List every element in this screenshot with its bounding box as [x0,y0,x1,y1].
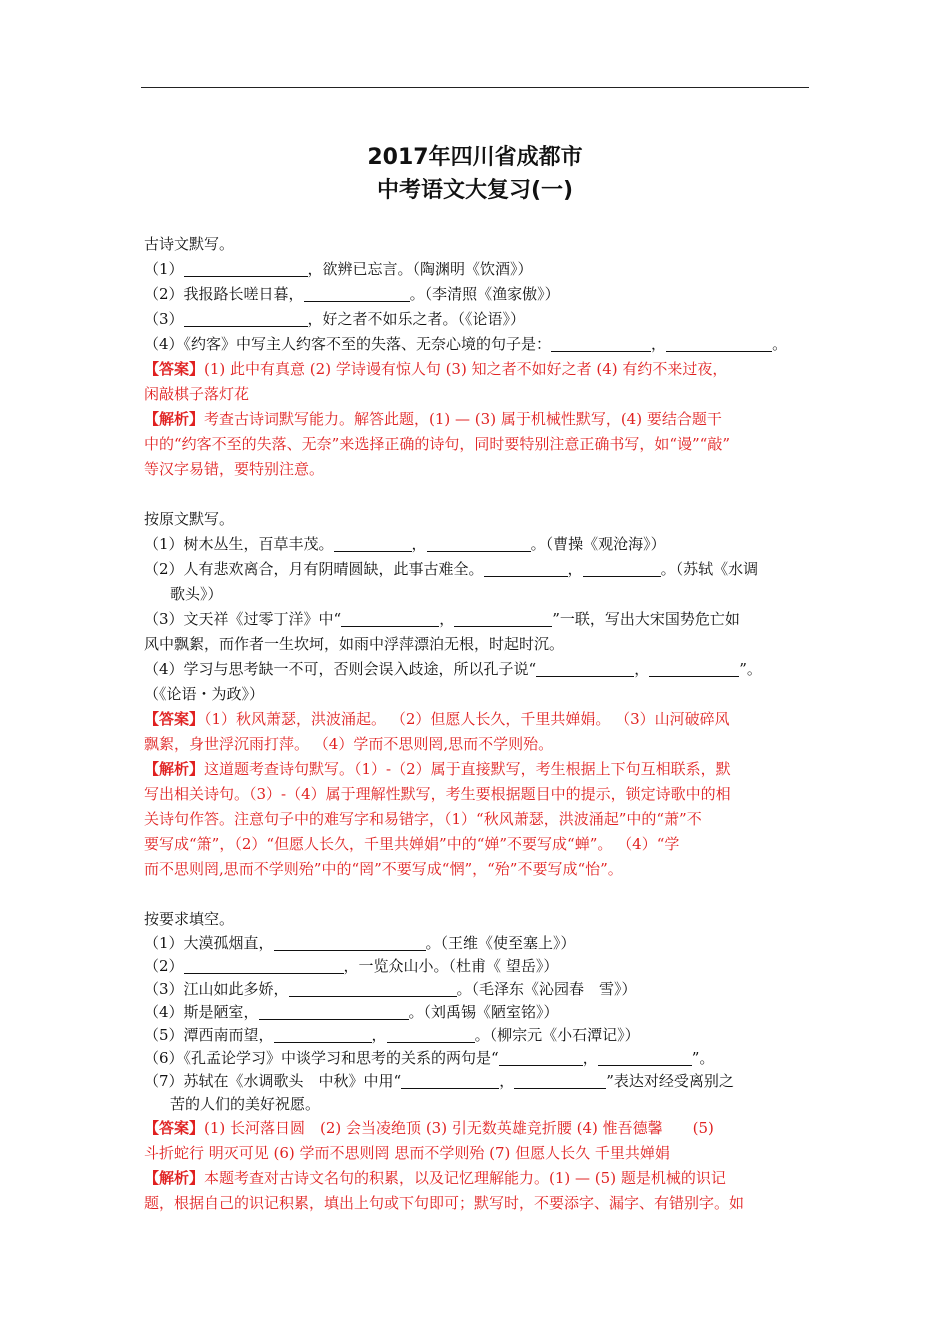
answer-blank [649,659,739,677]
question-text: 我报路长嗟日暮， [183,285,304,303]
answer-blank [341,609,439,627]
analysis-label: 【解析】 [144,760,205,778]
question-line [144,932,810,955]
document-subtitle: 中考语文大复习(一) [376,178,574,203]
answer-blank [304,284,410,302]
question-text: 。（李清照《渔家傲》） [409,285,560,303]
answer-text: (1) 此中有真意 (2) 学诗谩有惊人句 (3) 知之者不如好之者 (4) 有约不来过夜， [204,360,728,378]
analysis-label: 【解析】 [144,1169,205,1187]
answer-blank [274,933,426,951]
question-text: （7）苏轼在《水调歌头 中秋》中用“ [144,1072,402,1090]
question-text: 。（苏轼《水调 [660,560,759,578]
question-line [144,978,810,1001]
answer-blank [259,1002,409,1020]
answer-label: 【答案】 [144,360,205,378]
question-number: （2） [144,285,184,303]
analysis-line: 写出相关诗句。（3）-（4）属于理解性默写，考生要根据题目中的提示，锁定诗歌中的相 [144,785,731,803]
answer-label: 【答案】 [144,1119,205,1137]
punctuation: ， [651,335,667,353]
analysis-line: 题，根据自己的识记积累，填出上句或下句即可；默写时，不要添字、漏字、有错别字。如 [144,1194,745,1212]
question-line [144,1001,810,1024]
punctuation: ”。 [739,660,762,678]
question-text: ，欲辨已忘言。（陶渊明《饮酒》） [307,260,533,278]
punctuation: ， [634,660,650,678]
punctuation: ， [371,1026,387,1044]
question-text: ，好之者不如乐之者。（《论语》） [307,310,526,328]
question-text: （2） [144,957,184,975]
question-line [144,332,810,357]
answer-blank [536,659,634,677]
answer-line [144,357,810,382]
question-text: （4）学习与思考缺一不可，否则会误入歧途，所以孔子说“ [144,660,537,678]
analysis-line [144,407,810,432]
question-text: 。（毛泽东《沁园春 雪》） [456,980,637,998]
answer-blank [184,259,308,277]
answer-blank [289,979,457,997]
question-line: 风中飘絮，而作者一生坎坷，如雨中浮萍漂泊无根，时起时沉。 [144,635,565,653]
answer-blank [454,609,552,627]
analysis-text: 本题考查对古诗文名句的积累，以及记忆理解能力。(1) — (5) 题是机械的识记 [204,1169,726,1187]
question-line [144,307,810,332]
punctuation: ， [567,560,583,578]
answer-blank [184,956,344,974]
question-line [144,607,810,632]
answer-blank [184,309,308,327]
answer-blank [427,534,531,552]
answer-text: （1）秋风萧瑟，洪波涌起。 （2）但愿人长久，千里共婵娟。 （3）山河破碎风 [204,710,730,728]
section-heading: 古诗文默写。 [144,235,235,253]
question-text: 。（柳宗元《小石潭记》） [474,1026,640,1044]
question-line: 苦的人们的美好祝愿。 [170,1095,321,1113]
question-text: （3）江山如此多娇， [144,980,289,998]
answer-blank [334,534,412,552]
punctuation: ， [499,1072,515,1090]
question-number: （3） [144,310,184,328]
analysis-text: 这道题考查诗句默写。（1）-（2）属于直接默写，考生根据上下句互相联系，默 [204,760,731,778]
answer-line: 斗折蛇行 明灭可见 (6) 学而不思则罔 思而不学则殆 (7) 但愿人长久 千里共婵娟 [144,1144,670,1162]
section-heading: 按原文默写。 [144,510,235,528]
question-text: ”一联，写出大宋国势危亡如 [552,610,740,628]
question-line [144,955,810,978]
answer-blank [598,1048,692,1066]
analysis-label: 【解析】 [144,410,205,428]
question-text: 。（曹操《观沧海》） [530,535,666,553]
question-line [144,532,810,557]
question-text: 。（刘禹锡《陋室铭》） [408,1003,559,1021]
analysis-line: 等汉字易错，要特别注意。 [144,460,325,478]
question-line [144,1070,810,1093]
answer-blank [484,559,568,577]
answer-text: (1) 长河落日圆 (2) 会当凌绝顶 (3) 引无数英雄竞折腰 (4) 惟吾德馨 (5) [204,1119,714,1137]
analysis-line: 中的“约客不至的失落、无奈”来选择正确的诗句，同时要特别注意正确书写，如“谩”“敲” [144,435,731,453]
question-line [144,657,810,682]
analysis-line [144,757,810,782]
answer-blank [551,334,651,352]
question-text: （1）树木丛生，百草丰茂。 [144,535,334,553]
document-body [144,232,810,1216]
section-heading: 按要求填空。 [144,910,235,928]
question-number: （1） [144,260,184,278]
question-line [144,282,810,307]
punctuation: ， [411,535,427,553]
question-line [144,1024,810,1047]
analysis-line [144,1166,810,1191]
answer-line [144,707,810,732]
question-text: 。（王维《使至塞上》） [425,934,576,952]
answer-blank [401,1071,499,1089]
question-text: （6）《孔孟论学习》中谈学习和思考的关系的两句是“ [144,1049,499,1067]
question-line: 歌头》） [170,585,223,603]
question-text: （4）斯是陋室， [144,1003,259,1021]
answer-line: 飘絮，身世浮沉雨打萍。 （4）学而不思则罔,思而不学则殆。 [144,735,554,753]
question-text: ，一览众山小。（杜甫《 望岳》） [343,957,559,975]
answer-blank [666,334,772,352]
answer-blank [274,1025,372,1043]
punctuation: ”。 [691,1049,715,1067]
punctuation: 。 [772,335,788,353]
question-text: （5）潭西南而望， [144,1026,274,1044]
answer-line: 闲敲棋子落灯花 [144,385,250,403]
analysis-line: 要写成“箫”，（2）“但愿人长久，千里共婵娟”中的“婵”不要写成“蝉”。 （4）“学 [144,835,680,853]
analysis-line: 而不思则罔,思而不学则殆”中的“罔”不要写成“惘”，“殆”不要写成“怡”。 [144,860,623,878]
answer-blank [387,1025,475,1043]
header-rule [141,87,809,88]
question-line [144,557,810,582]
question-line [144,257,810,282]
question-line: （《论语・为政》） [144,685,265,703]
answer-blank [583,559,661,577]
document-title: 2017年四川省成都市 [367,145,583,170]
question-text: （4）《约客》中写主人约客不至的失落、无奈心境的句子是： [144,335,552,353]
analysis-text: 考查古诗词默写能力。解答此题，(1) — (3) 属于机械性默写，(4) 要结合题干 [204,410,722,428]
question-line [144,1047,810,1070]
answer-blank [499,1048,583,1066]
question-text: （2）人有悲欢离合，月有阴晴圆缺，此事古难全。 [144,560,484,578]
question-text: （3）文天祥《过零丁洋》中“ [144,610,342,628]
answer-line [144,1116,810,1141]
punctuation: ， [582,1049,598,1067]
question-text: ”表达对经受离别之 [606,1072,734,1090]
question-text: （1）大漠孤烟直， [144,934,274,952]
punctuation: ， [439,610,455,628]
answer-label: 【答案】 [144,710,205,728]
answer-blank [514,1071,606,1089]
analysis-line: 关诗句作答。注意句子中的难写字和易错字，（1）“秋风萧瑟，洪波涌起”中的“萧”不 [144,810,702,828]
